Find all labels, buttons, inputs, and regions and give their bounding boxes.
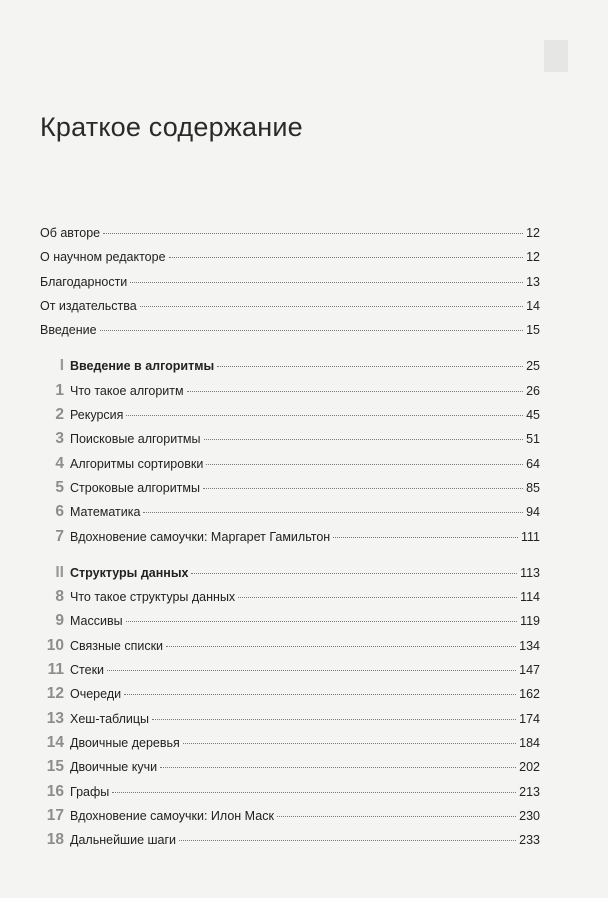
toc-page-number: 184 <box>519 735 540 750</box>
toc-entry-title: О научном редакторе <box>40 250 166 265</box>
toc-chapter-row[interactable] <box>40 661 540 685</box>
toc-page-number: 94 <box>526 505 540 520</box>
toc-page-number: 119 <box>520 614 540 629</box>
chapter-number: 18 <box>46 831 64 849</box>
toc-page-number: 147 <box>519 663 540 678</box>
chapter-number: 7 <box>55 527 64 545</box>
chapter-number: 14 <box>46 733 64 751</box>
dot-leader <box>126 415 523 416</box>
dot-leader <box>277 816 516 817</box>
dot-leader <box>103 233 523 234</box>
toc-chapter-row[interactable] <box>40 734 540 758</box>
toc-page-number: 213 <box>519 784 540 799</box>
chapter-title: Двоичные кучи <box>70 760 158 775</box>
toc-page-number: 12 <box>526 226 540 240</box>
dot-leader <box>112 792 516 793</box>
spacer <box>40 552 540 564</box>
chapter-title: Хеш-таблицы <box>70 711 150 726</box>
toc-part-row[interactable] <box>40 357 540 381</box>
dot-leader <box>169 257 524 258</box>
dot-leader <box>124 694 516 695</box>
part-number: I <box>59 357 64 375</box>
toc-entry-title: Благодарности <box>40 274 128 289</box>
toc-chapter-row[interactable] <box>40 831 540 855</box>
chapter-title: Поисковые алгоритмы <box>70 432 201 447</box>
toc-row[interactable] <box>40 297 540 321</box>
dot-leader <box>238 597 517 598</box>
dot-leader <box>191 573 517 574</box>
toc-page-number: 162 <box>519 687 540 702</box>
chapter-number: 3 <box>55 430 64 448</box>
chapter-title: Массивы <box>70 614 123 629</box>
chapter-number: 10 <box>46 636 64 654</box>
toc-chapter-row[interactable] <box>40 503 540 527</box>
dot-leader <box>143 512 523 513</box>
chapter-title: Связные списки <box>70 638 164 653</box>
toc-entry-title: От издательства <box>40 298 137 313</box>
toc-chapter-row[interactable] <box>40 406 540 430</box>
dot-leader <box>179 840 516 841</box>
dot-leader <box>130 282 523 283</box>
chapter-title: Вдохновение самоучки: Маргарет Гамильтон <box>70 529 331 544</box>
toc-page-number: 111 <box>520 529 540 544</box>
table-of-contents <box>40 224 540 855</box>
chapter-number: 16 <box>46 782 64 800</box>
dot-leader <box>166 646 516 647</box>
toc-chapter-row[interactable] <box>40 430 540 454</box>
toc-entry-title: Об авторе <box>40 226 101 240</box>
toc-chapter-row[interactable] <box>40 710 540 734</box>
toc-page-number: 25 <box>526 359 540 374</box>
toc-page-number: 233 <box>519 833 540 848</box>
toc-chapter-row[interactable] <box>40 588 540 612</box>
toc-chapter-row[interactable] <box>40 455 540 479</box>
toc-page-number: 114 <box>520 590 540 605</box>
toc-page-number: 134 <box>519 638 540 653</box>
toc-page-number: 113 <box>520 565 540 580</box>
toc-page-number: 51 <box>526 432 540 447</box>
chapter-title: Рекурсия <box>70 408 124 423</box>
toc-chapter-row[interactable] <box>40 685 540 709</box>
toc-chapter-row[interactable] <box>40 612 540 636</box>
toc-chapter-row[interactable] <box>40 637 540 661</box>
toc-row[interactable] <box>40 248 540 272</box>
spacer <box>40 345 540 357</box>
chapter-title: Алгоритмы сортировки <box>70 456 204 471</box>
toc-part-row[interactable] <box>40 564 540 588</box>
toc-page-number: 15 <box>526 323 540 338</box>
dot-leader <box>126 621 517 622</box>
chapter-title: Строковые алгоритмы <box>70 480 200 495</box>
toc-page-number: 26 <box>526 383 540 398</box>
toc-row[interactable] <box>40 273 540 297</box>
toc-page-number: 64 <box>526 456 540 471</box>
chapter-number: 15 <box>46 758 64 776</box>
dot-leader <box>187 391 523 392</box>
dot-leader <box>107 670 516 671</box>
chapter-number: 5 <box>55 478 64 496</box>
toc-page-number: 85 <box>526 480 540 495</box>
toc-page-number: 13 <box>526 274 540 289</box>
toc-page-number: 230 <box>519 808 540 823</box>
toc-page-number: 45 <box>526 408 540 423</box>
chapter-title: Очереди <box>70 687 122 702</box>
toc-chapter-row[interactable] <box>40 528 540 552</box>
toc-page-number: 14 <box>526 298 540 313</box>
dot-leader <box>204 439 524 440</box>
toc-row[interactable] <box>40 321 540 345</box>
chapter-number: 1 <box>55 381 64 399</box>
toc-page-number: 202 <box>519 760 540 775</box>
dot-leader <box>203 488 523 489</box>
chapter-number: 11 <box>47 661 64 679</box>
bleed-through-mark <box>544 40 568 72</box>
toc-entry-title: Введение <box>40 323 97 338</box>
chapter-title: Вдохновение самоучки: Илон Маск <box>70 808 274 823</box>
part-title: Структуры данных <box>70 565 189 580</box>
toc-chapter-row[interactable] <box>40 807 540 831</box>
chapter-title: Математика <box>70 505 141 520</box>
toc-chapter-row[interactable] <box>40 479 540 503</box>
toc-row[interactable] <box>40 224 540 248</box>
toc-chapter-row[interactable] <box>40 783 540 807</box>
chapter-number: 2 <box>55 406 64 424</box>
chapter-title: Что такое структуры данных <box>70 590 236 605</box>
chapter-title: Двоичные деревья <box>70 735 180 750</box>
part-title: Введение в алгоритмы <box>70 359 215 374</box>
chapter-title: Дальнейшие шаги <box>70 833 177 848</box>
page-title: Краткое содержание <box>40 112 303 142</box>
chapter-number: 17 <box>46 806 64 824</box>
chapter-title: Графы <box>70 784 110 799</box>
chapter-number: 8 <box>55 588 64 606</box>
toc-page-number: 174 <box>519 711 540 726</box>
chapter-number: 9 <box>55 612 64 630</box>
dot-leader <box>217 366 523 367</box>
dot-leader <box>160 767 516 768</box>
part-number: II <box>55 563 64 581</box>
chapter-number: 6 <box>55 503 64 521</box>
chapter-title: Что такое алгоритм <box>70 383 184 398</box>
dot-leader <box>100 330 523 331</box>
toc-chapter-row[interactable] <box>40 758 540 782</box>
dot-leader <box>206 464 523 465</box>
toc-chapter-row[interactable] <box>40 382 540 406</box>
chapter-title: Стеки <box>70 663 105 678</box>
chapter-number: 12 <box>46 685 64 703</box>
dot-leader <box>183 743 516 744</box>
dot-leader <box>140 306 523 307</box>
toc-page-number: 12 <box>526 250 540 265</box>
chapter-number: 13 <box>46 709 64 727</box>
chapter-number: 4 <box>55 454 64 472</box>
dot-leader <box>152 719 516 720</box>
dot-leader <box>333 537 518 538</box>
